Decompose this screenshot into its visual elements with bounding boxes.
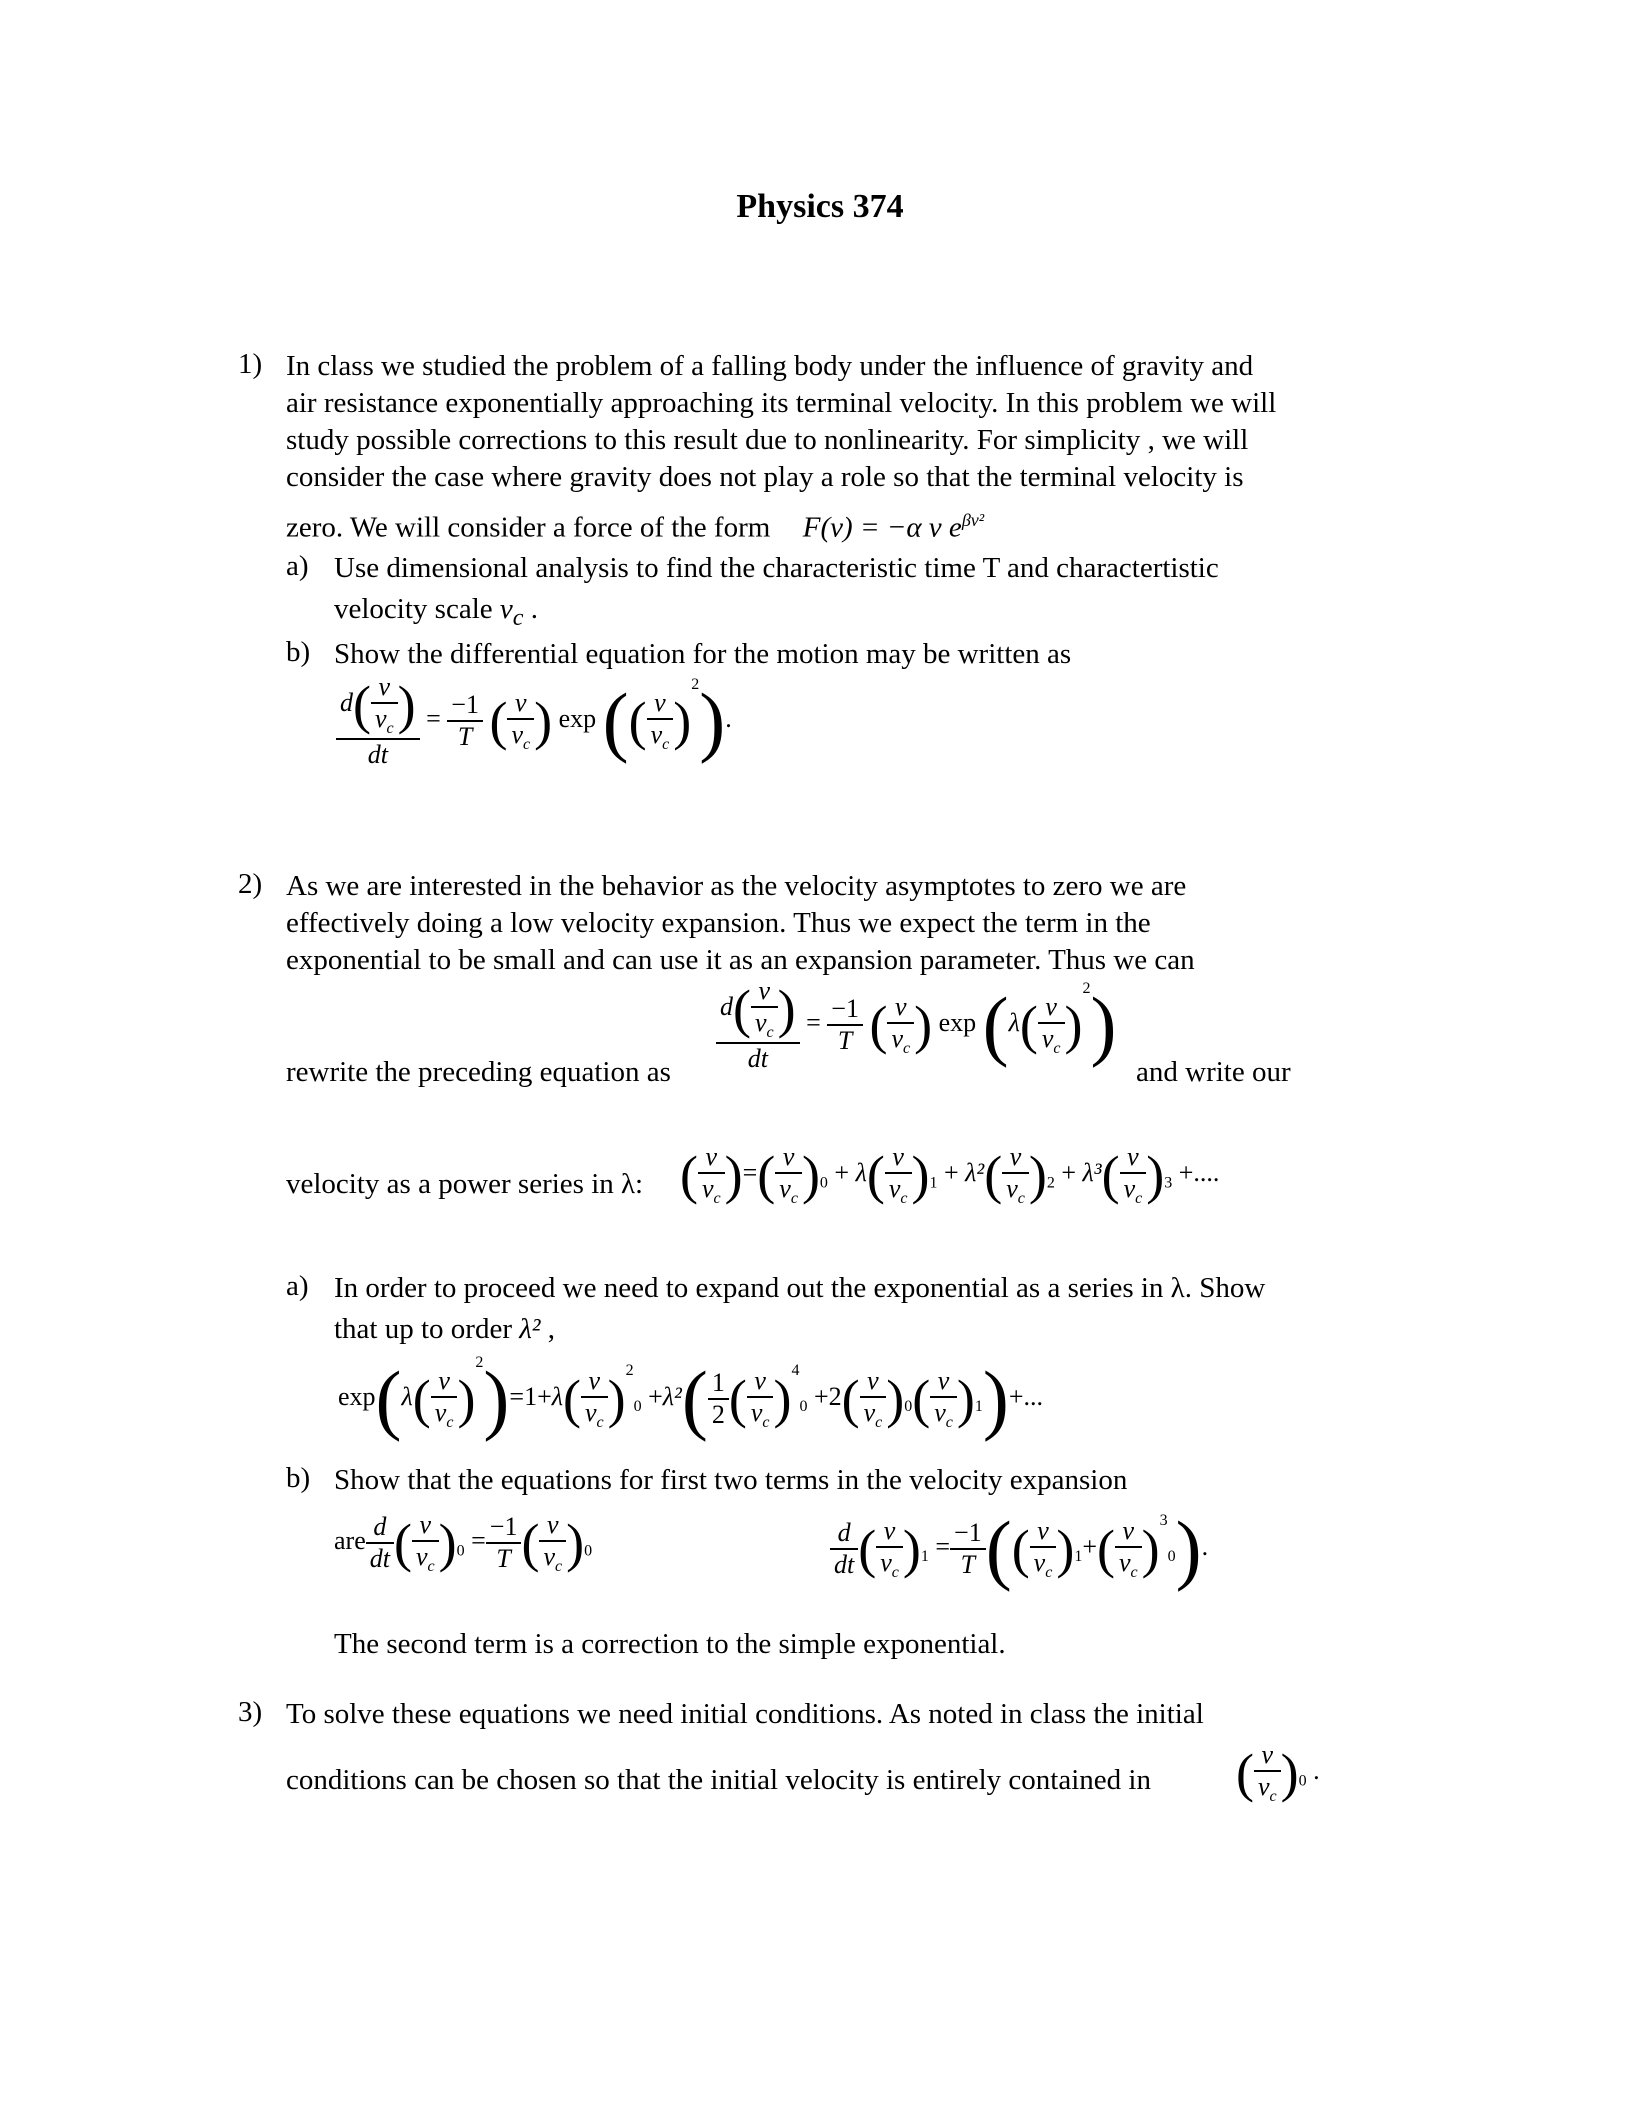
T-symbol: T	[837, 1026, 853, 1056]
equation-2-series: ( $\frac{v}{v_c}$ )=( $\frac{v}{v_c}$ )$_0 + \lambda$( $\frac{v}{v_c}$ )$_1 + \lambda^2$( $\frac{v}{v_c}$ )$_2 + \lambda^3$( $\frac{v}{v_c}$ )$_3$ +....	[680, 1142, 1220, 1208]
T-symbol: T	[960, 1550, 976, 1579]
plus-dots: +...	[1008, 1382, 1044, 1411]
c-subscript: c	[1045, 1564, 1053, 1582]
page-title: Physics 374	[736, 188, 904, 225]
half-denominator: 2	[711, 1400, 725, 1430]
v-symbol: v	[895, 992, 907, 1021]
vc-symbol: v	[1123, 1174, 1136, 1203]
rate-fraction	[447, 690, 483, 752]
problem-1-line: zero. We will consider a force of the form	[286, 511, 771, 544]
c-subscript: c	[1017, 1190, 1025, 1208]
vc-symbol: v	[888, 1174, 901, 1203]
half-numerator: 1	[708, 1368, 729, 1400]
exponent-3: 3	[1159, 1511, 1168, 1529]
d-symbol: d	[340, 688, 353, 718]
vc-symbol: v	[701, 1174, 714, 1203]
d-symbol: d	[373, 1512, 387, 1542]
plus-sign: +	[834, 1158, 850, 1188]
part-1a-letter: a)	[286, 550, 309, 582]
c-subscript: c	[790, 1190, 798, 1208]
vc-symbol: v	[434, 1397, 447, 1427]
minus-one: −1	[486, 1512, 522, 1544]
rewrite-line	[286, 1054, 671, 1091]
equals-sign: =	[742, 1158, 758, 1188]
plus-sign: +	[1082, 1531, 1097, 1561]
lambda-cubed: λ³	[1082, 1158, 1102, 1188]
exp-label: exp	[558, 704, 597, 734]
equals-sign: =	[471, 1526, 486, 1556]
index-0: 0	[1298, 1772, 1307, 1790]
v-symbol: v	[754, 1365, 766, 1395]
vc-symbol: v	[650, 720, 663, 749]
plus-sign: +	[1061, 1158, 1077, 1188]
rewrite-text: rewrite the preceding equation as	[286, 1056, 671, 1088]
problem-1-line: air resistance exponentially approaching its terminal velocity. In this problem we will	[286, 387, 1277, 419]
v-symbol: v	[1009, 1142, 1022, 1171]
minus-one: −1	[827, 994, 863, 1026]
exponent-2: 2	[691, 676, 700, 694]
equation-1b: d( $\frac{v}{v_c}$ ) dt = $\frac{-1}{T}$ ( $\frac{v}{v_c}$ ) exp (( $\frac{v}{v_c}$ )$^2$).	[336, 672, 732, 770]
part-1b-text: Show the differential equation for the motion may be written as	[334, 638, 1072, 670]
c-subscript: c	[1135, 1190, 1143, 1208]
v-symbol: v	[883, 1515, 896, 1545]
c-subscript: c	[903, 1040, 911, 1058]
index-0: 0	[633, 1398, 642, 1416]
c-subscript: c	[1053, 1040, 1061, 1058]
c-subscript: c	[554, 1558, 563, 1576]
c-subscript: c	[766, 1024, 774, 1042]
part-2b-text: Show that the equations for first two terms in the velocity expansion	[334, 1464, 1128, 1496]
equation-3: ( $\frac{v}{v_c}$ )$_0$ .	[1236, 1740, 1320, 1806]
vc-symbol: v	[1006, 1174, 1018, 1203]
problem-2-line: effectively doing a low velocity expansion. Thus we expect the term in the	[286, 907, 1151, 939]
series-line: velocity as a power series in λ:	[286, 1168, 644, 1200]
c-subscript: c	[386, 720, 394, 738]
write-our-text: and write our	[1136, 1056, 1291, 1088]
plus-sign: +	[943, 1158, 959, 1188]
vc-symbol: v	[754, 1008, 767, 1037]
vc-symbol: v	[1257, 1772, 1270, 1801]
v-symbol: v	[1122, 1515, 1135, 1545]
lambda-symbol: λ	[855, 1158, 867, 1188]
index-1: 1	[929, 1174, 938, 1192]
are-text: are	[334, 1526, 366, 1556]
v-symbol: v	[937, 1365, 950, 1395]
vc-symbol: v	[1118, 1547, 1131, 1577]
vc-symbol: v	[374, 704, 387, 733]
part-1a-text	[334, 550, 1219, 636]
equals-sign: =	[806, 1008, 821, 1038]
plus-two: +2	[813, 1382, 842, 1411]
index-3: 3	[1164, 1174, 1173, 1192]
v-symbol: v	[546, 1510, 559, 1539]
exponent-4: 4	[791, 1362, 800, 1379]
index-2: 2	[1046, 1174, 1055, 1192]
v-symbol: v	[1037, 1515, 1049, 1545]
vc-symbol: v	[1041, 1024, 1054, 1053]
exp-label: exp	[938, 1008, 977, 1038]
c-subscript: c	[762, 1414, 770, 1432]
v-symbol: v	[1127, 1142, 1139, 1171]
vc-symbol: v	[880, 1547, 892, 1577]
v-symbol: v	[892, 1142, 904, 1171]
one-plus: =1+	[509, 1382, 552, 1411]
c-subscript: c	[945, 1414, 953, 1432]
c-subscript: c	[596, 1414, 604, 1432]
part-2b-letter: b)	[286, 1462, 311, 1494]
lambda-symbol: λ	[551, 1382, 563, 1411]
index-0: 0	[584, 1542, 593, 1560]
equals-sign: =	[426, 704, 441, 734]
part-1a-line: Use dimensional analysis to find the characteristic time T and charactertistic	[334, 552, 1219, 584]
index-0: 0	[1167, 1548, 1176, 1566]
equation-2b-first: are $\frac{d}{dt}$ ( $\frac{v}{v_c}$ )$_0$ = $\frac{-1}{T}$ ( $\frac{v}{v_c}$ )$_0$	[334, 1510, 593, 1576]
vc-symbol: v	[584, 1397, 597, 1427]
order-text: that up to order	[334, 1313, 512, 1345]
exponent-2: 2	[625, 1362, 634, 1379]
c-subscript: c	[662, 736, 670, 754]
dt-symbol: dt	[369, 1544, 390, 1574]
v-symbol: v	[419, 1510, 432, 1539]
problem-1-line: consider the case where gravity does not play a role so that the terminal velocity is	[286, 461, 1244, 493]
force-expression: F(v) = −α v e	[802, 511, 962, 544]
c-subscript: c	[891, 1564, 899, 1582]
problem-1-line: In class we studied the problem of a falling body under the influence of gravity and	[286, 350, 1254, 382]
v-symbol: v	[705, 1142, 718, 1171]
part-2a-line-2: that up to order λ² ,	[334, 1313, 555, 1345]
v-symbol: v	[758, 976, 771, 1005]
problem-2-number: 2)	[238, 868, 263, 900]
order-symbol: λ²	[519, 1313, 541, 1345]
problem-3-number: 3)	[238, 1696, 263, 1728]
part-2a-line: In order to proceed we need to expand out the exponential as a series in λ. Show	[334, 1272, 1266, 1304]
c-subscript: c	[900, 1190, 908, 1208]
part-1b-letter: b)	[286, 636, 311, 668]
problem-1-line: study possible corrections to this result due to nonlinearity. For simplicity , we will	[286, 424, 1249, 456]
index-1: 1	[1074, 1548, 1083, 1566]
v-symbol: v	[588, 1365, 601, 1395]
vc-symbol: v	[891, 1024, 903, 1053]
v-symbol: v	[1261, 1740, 1274, 1769]
rate-fraction	[827, 994, 863, 1056]
minus-one: −1	[447, 690, 483, 722]
lhs-fraction: d( $\frac{v}{v_c}$ ) dt	[716, 976, 800, 1074]
equation-2-rewrite: d( $\frac{v}{v_c}$ ) dt = $\frac{-1}{T}$ ( $\frac{v}{v_c}$ ) exp (λ( $\frac{v}{v_c}$ )$^2$)	[716, 976, 1117, 1074]
c-subscript: c	[875, 1414, 883, 1432]
part-2a-text	[334, 1270, 1265, 1348]
part-2b-note: The second term is a correction to the simple exponential.	[334, 1628, 1006, 1660]
c-subscript: c	[1269, 1788, 1277, 1806]
equals-sign: =	[935, 1531, 951, 1561]
T-symbol: T	[496, 1544, 511, 1574]
dt-symbol: dt	[834, 1550, 855, 1579]
v-symbol: v	[438, 1365, 450, 1395]
vc-symbol: v	[934, 1397, 946, 1427]
index-1: 1	[974, 1398, 983, 1416]
c-subscript: c	[713, 1190, 721, 1208]
vc-symbol: v	[1033, 1547, 1046, 1577]
exponent-2: 2	[475, 1354, 484, 1371]
index-0: 0	[456, 1542, 465, 1560]
exponent-2: 2	[1082, 980, 1091, 998]
index-0: 0	[799, 1398, 808, 1416]
equation-2b-second: $\frac{d}{dt}$ ( $\frac{v}{v_c}$ )$_1$ = $\frac{-1}{T}$ (( $\frac{v}{v_c}$ )$_1+$( $\frac{v}{v_c}$ )$^3_0$).	[830, 1510, 1208, 1588]
vc-symbol: v	[863, 1397, 876, 1427]
v-symbol: v	[782, 1142, 795, 1171]
c-subscript: c	[427, 1558, 435, 1576]
lambda-squared: λ²	[965, 1158, 985, 1188]
index-0: 0	[819, 1174, 828, 1192]
lambda-symbol: λ	[1008, 1008, 1020, 1038]
lambda-symbol: λ	[401, 1382, 413, 1411]
index-1: 1	[920, 1548, 929, 1566]
problem-1-number: 1)	[238, 348, 263, 380]
plus-sign: +	[648, 1382, 663, 1411]
problem-2-line: exponential to be small and can use it as an expansion parameter. Thus we can	[286, 944, 1195, 976]
problem-1-force-line	[286, 502, 984, 547]
d-symbol: d	[720, 992, 733, 1022]
part-1a-line-2: velocity scale $v_c$ .	[334, 593, 538, 631]
v-symbol: v	[1045, 992, 1057, 1021]
exp-label: exp	[338, 1382, 376, 1411]
velocity-scale-text: velocity scale	[334, 593, 493, 625]
ellipsis: +....	[1178, 1158, 1220, 1188]
vc-symbol: v	[511, 720, 523, 749]
v-symbol: v	[654, 688, 666, 717]
problem-2-text	[286, 868, 1195, 979]
problem-2-line: As we are interested in the behavior as the velocity asymptotes to zero we are	[286, 870, 1187, 902]
force-exponent: βv²	[961, 510, 985, 530]
v-symbol: v	[515, 688, 527, 717]
minus-one: −1	[950, 1518, 986, 1550]
vc-symbol: v	[750, 1397, 763, 1427]
index-0: 0	[904, 1398, 913, 1416]
lhs-fraction: d( $\frac{v}{v_c}$ ) dt	[336, 672, 420, 770]
dt-symbol: dt	[367, 740, 388, 770]
vc-symbol: v	[415, 1542, 428, 1571]
problem-1-text	[286, 348, 1276, 496]
lambda-squared: λ²	[662, 1382, 682, 1411]
vc-symbol: v	[499, 593, 513, 625]
problem-3-line: To solve these equations we need initial conditions. As noted in class the initial	[286, 1698, 1204, 1730]
vc-subscript: c	[512, 603, 524, 631]
equation-2a: exp(λ( $\frac{v}{v_c}$ )$^2$)=1+λ( $\frac{v}{v_c}$ )$^2_0$ +λ²( $\frac{1}{2}$ ( $\frac{v}{v_c}$ )$^4_0$ +2( $\frac{v}{v_c}$ )$_0$( $\frac{v}{v_c}$ )$_1)+$...	[338, 1354, 1044, 1443]
part-2a-letter: a)	[286, 1270, 309, 1302]
v-symbol: v	[867, 1365, 879, 1395]
c-subscript: c	[523, 736, 531, 754]
d-symbol: d	[837, 1518, 851, 1547]
dt-symbol: dt	[747, 1044, 768, 1074]
c-subscript: c	[446, 1414, 454, 1432]
problem-3-line-2: conditions can be chosen so that the initial velocity is entirely contained in	[286, 1764, 1151, 1796]
c-subscript: c	[1130, 1564, 1138, 1582]
vc-symbol: v	[779, 1174, 791, 1203]
vc-symbol: v	[543, 1542, 555, 1571]
v-symbol: v	[378, 672, 391, 701]
T-symbol: T	[457, 722, 473, 752]
